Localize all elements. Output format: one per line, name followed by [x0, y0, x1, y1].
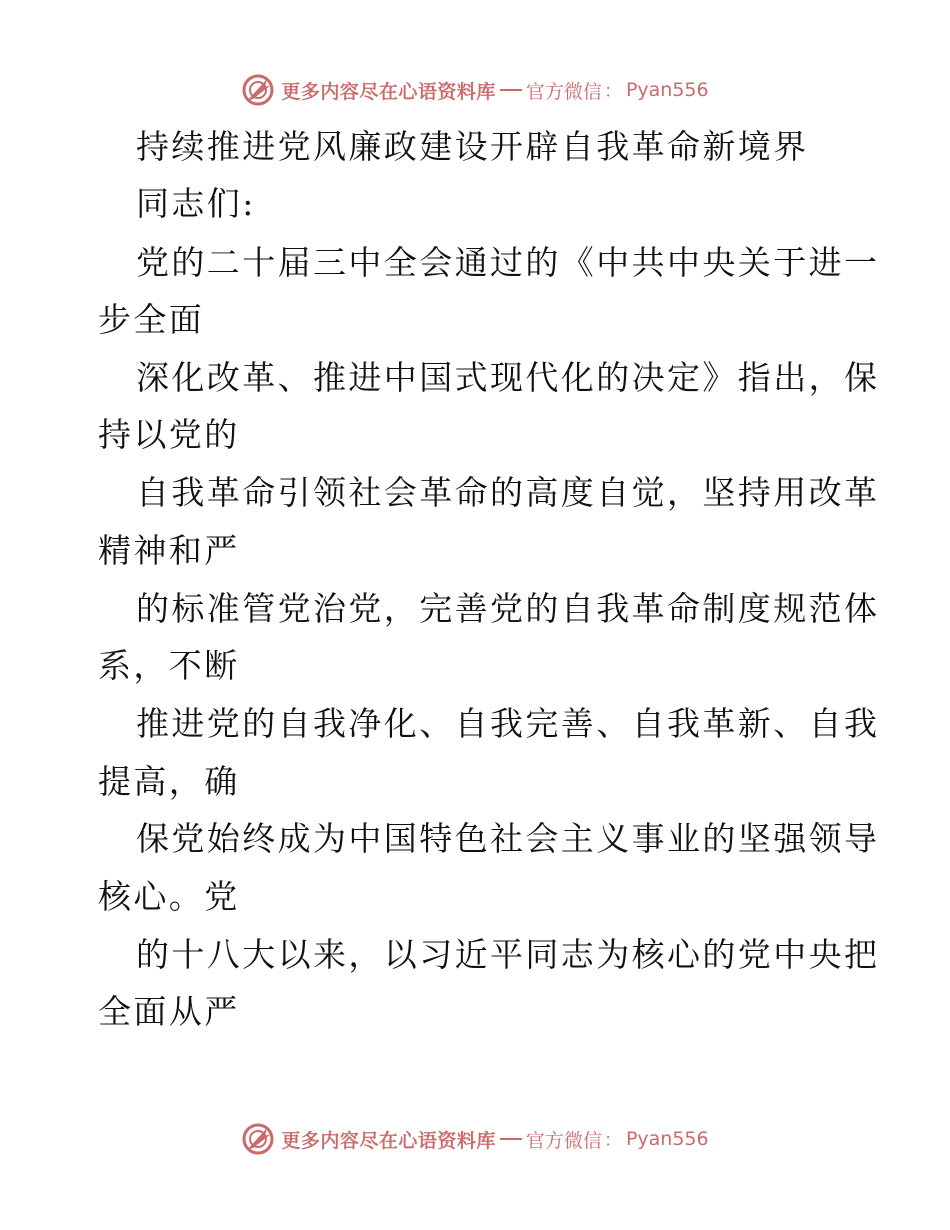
- paragraph-line: 的标准管党治党，完善党的自我革命制度规范体: [136, 589, 880, 628]
- watermark-brand: 更多内容尽在心语资料库: [281, 80, 496, 103]
- watermark-separator: ：: [603, 1130, 622, 1151]
- paragraph-line: 党的二十届三中全会通过的《中共中央关于进一: [136, 243, 880, 282]
- paragraph-line: 核心。党: [98, 877, 240, 916]
- paragraph-line: 步全面: [98, 300, 205, 339]
- document-title: 持续推进党风廉政建设开辟自我革命新境界: [136, 127, 809, 166]
- paragraph-line: 精神和严: [98, 531, 240, 570]
- watermark-wechat-id: Pyan556: [625, 79, 709, 101]
- footer-watermark: [0, 1121, 950, 1157]
- paragraph-line: 持以党的: [98, 415, 240, 454]
- watermark-wechat-id: Pyan556: [625, 1128, 709, 1150]
- paragraph-line: 提高，确: [98, 762, 240, 801]
- paragraph-line: 全面从严: [98, 992, 240, 1031]
- watermark-separator: ：: [603, 81, 622, 102]
- paragraph-line: 推进党的自我净化、自我完善、自我革新、自我: [136, 704, 880, 743]
- quill-logo-icon: [241, 1122, 275, 1156]
- watermark-dash: [500, 1138, 522, 1140]
- watermark-official-wechat: 官方微信: [525, 1129, 602, 1152]
- paragraph-line: 保党始终成为中国特色社会主义事业的坚强领导: [136, 819, 880, 858]
- watermark-brand: 更多内容尽在心语资料库: [281, 1129, 496, 1152]
- paragraph-line: 的十八大以来，以习近平同志为核心的党中央把: [136, 935, 880, 974]
- paragraph-line: 系，不断: [98, 646, 240, 685]
- paragraph-line: 深化改革、推进中国式现代化的决定》指出，保: [136, 358, 880, 397]
- watermark-official-wechat: 官方微信: [525, 80, 602, 103]
- paragraph-line: 自我革命引领社会革命的高度自觉，坚持用改革: [136, 473, 880, 512]
- document-greeting: 同志们:: [136, 184, 256, 223]
